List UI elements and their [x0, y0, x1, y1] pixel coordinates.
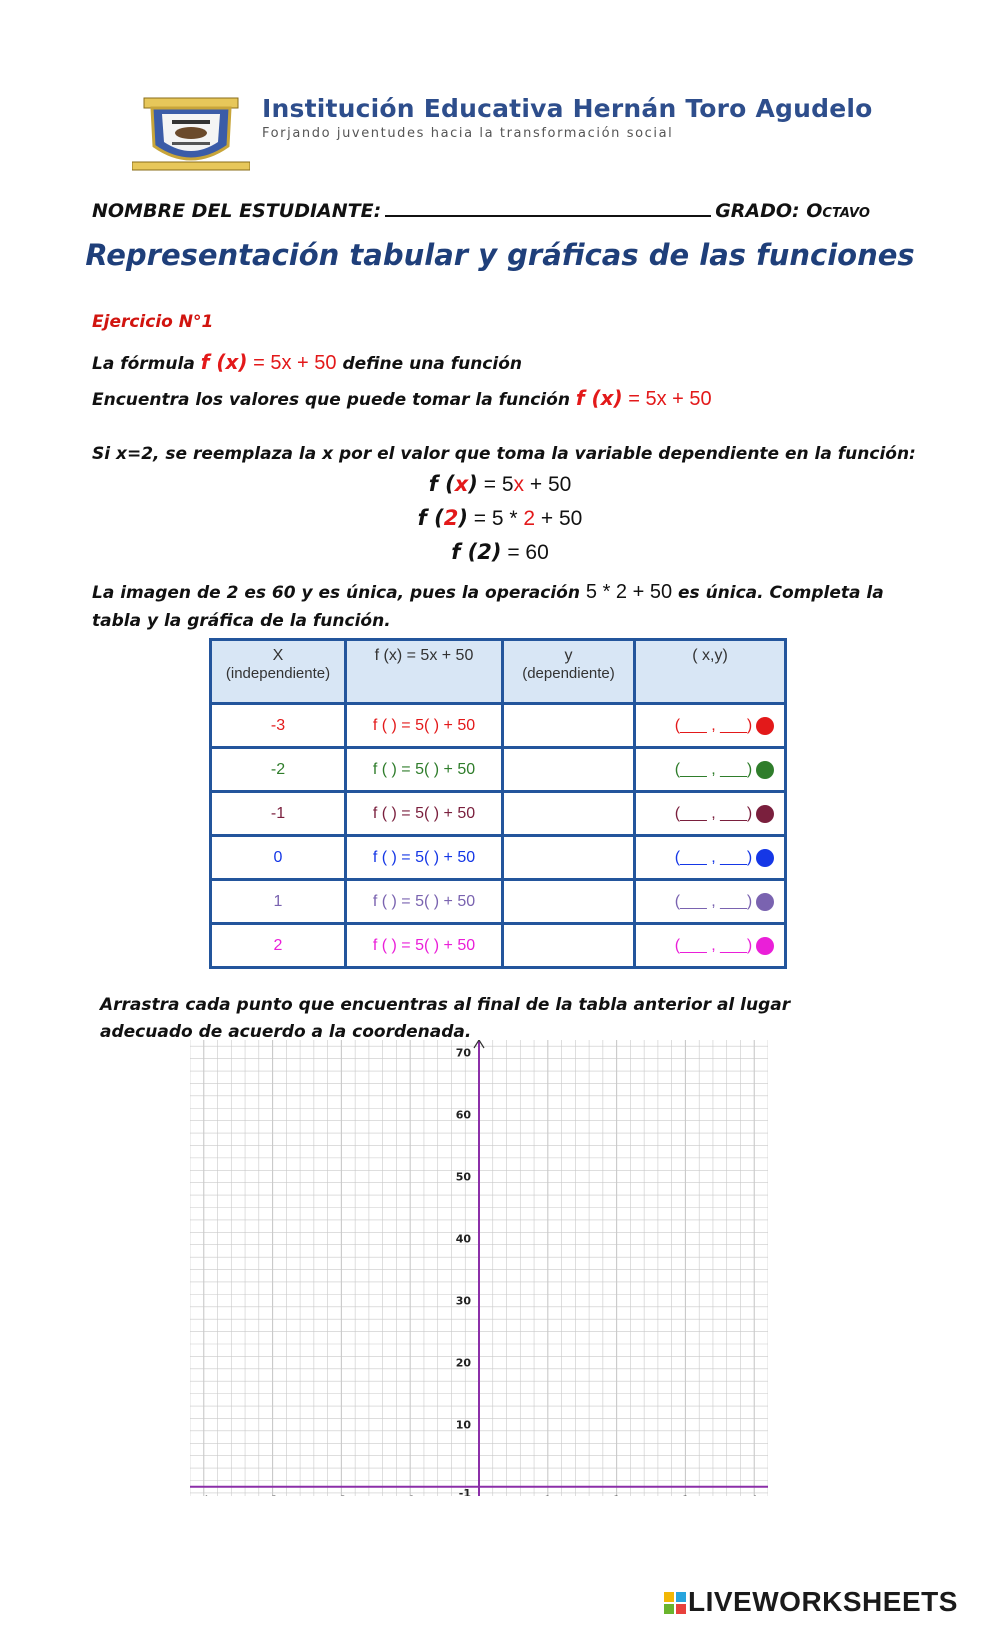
y-tick-label: 10 [455, 1418, 471, 1432]
draggable-point[interactable] [756, 937, 774, 955]
eq1-x: x [454, 472, 469, 496]
eq2-n: 2 [443, 506, 459, 530]
school-crest-logo [132, 96, 250, 174]
equation-substituted [0, 506, 1000, 531]
coordinate-cell[interactable] [635, 792, 786, 836]
brand-footer: LIVEWORKSHEETS [688, 1586, 958, 1617]
x-value-cell: 1 [211, 880, 346, 924]
header-y-label: y [564, 647, 573, 664]
x-tick-label [613, 1495, 619, 1496]
y-answer-cell[interactable] [503, 748, 635, 792]
institution-motto: Forjando juventudes hacia la transformación social [262, 126, 674, 141]
formula-definition-line [92, 350, 522, 375]
formula-cell[interactable]: f ( ) = 5( ) + 50 [346, 924, 503, 968]
formula-cell[interactable]: f ( ) = 5( ) + 50 [346, 792, 503, 836]
draggable-point[interactable] [756, 761, 774, 779]
eq2-f: f ( [417, 506, 444, 530]
y-answer-cell[interactable] [503, 836, 635, 880]
coordinate-blank[interactable]: (___ , ___) [674, 760, 753, 778]
formula-inline [201, 352, 337, 374]
equation-result [0, 540, 1000, 565]
formula-inline-2 [576, 388, 712, 410]
x-tick-label [405, 1495, 415, 1496]
table-row [211, 924, 786, 968]
header-y-sub: (dependiente) [522, 665, 615, 682]
header-fx: f (x) = 5x + 50 [346, 640, 503, 704]
x-tick-label [336, 1495, 346, 1496]
line2-text: Encuentra los valores que puede tomar la función [92, 390, 576, 410]
header-x [211, 640, 346, 704]
x-value-cell: -3 [211, 704, 346, 748]
grade-value: Octavo [806, 200, 870, 222]
eq2-close: ) [458, 506, 468, 530]
header-y [503, 640, 635, 704]
x-value-cell: 0 [211, 836, 346, 880]
eq1-mid: = 5 [477, 473, 514, 496]
coordinate-blank[interactable]: (___ , ___) [674, 716, 753, 734]
coordinate-blank[interactable]: (___ , ___) [674, 848, 753, 866]
formula-fx-2: f (x) [575, 386, 623, 410]
table-row [211, 748, 786, 792]
formula-rest-2: = 5x + 50 [622, 388, 712, 410]
formula-cell[interactable]: f ( ) = 5( ) + 50 [346, 880, 503, 924]
draggable-point[interactable] [756, 717, 774, 735]
y-answer-cell[interactable] [503, 704, 635, 748]
header-x-label: X [272, 647, 284, 664]
x-tick-label [545, 1495, 551, 1496]
coordinate-cell[interactable] [635, 924, 786, 968]
coordinate-cell[interactable] [635, 748, 786, 792]
x-tick-label [751, 1495, 757, 1496]
table-row [211, 704, 786, 748]
y-answer-cell[interactable] [503, 880, 635, 924]
x-value-cell: -1 [211, 792, 346, 836]
equation-general [0, 472, 1000, 497]
grade-label: GRADO: [715, 200, 800, 222]
formula-rest: = 5x + 50 [247, 352, 337, 374]
y-tick-label: 50 [455, 1170, 471, 1184]
line1-post-text: define una función [336, 354, 522, 374]
eq2-n2: 2 [523, 507, 536, 530]
coordinate-blank[interactable]: (___ , ___) [674, 804, 753, 822]
eq2-end: + 50 [535, 507, 583, 530]
draggable-point[interactable] [756, 893, 774, 911]
draggable-point[interactable] [756, 805, 774, 823]
student-name-field[interactable] [385, 201, 711, 217]
y-tick-label: 40 [455, 1232, 471, 1246]
student-info-line [92, 200, 870, 222]
y-answer-cell[interactable] [503, 924, 635, 968]
eq1-x2: x [513, 473, 525, 496]
eq3-f: f (2) [451, 540, 502, 564]
drag-instructions: Arrastra cada punto que encuentras al final de la tabla anterior al lugar adecuado de acuerdo a la coordenada. [100, 995, 791, 1042]
table-row [211, 880, 786, 924]
table-header-row [211, 640, 786, 704]
paragraph-post: es única. Completa la tabla y la gráfica de la función. [92, 583, 884, 631]
header-xy: ( x,y) [635, 640, 786, 704]
paragraph-pre: La imagen de 2 es 60 y es única, pues la operación [92, 583, 586, 603]
student-name-label: NOMBRE DEL ESTUDIANTE: [92, 200, 382, 222]
table-row [211, 836, 786, 880]
values-table [209, 638, 787, 969]
x-tick-label [268, 1495, 278, 1496]
coordinate-cell[interactable] [635, 704, 786, 748]
coordinate-blank[interactable]: (___ , ___) [674, 936, 753, 954]
line1-text: La fórmula [92, 354, 201, 374]
x-value-cell: 2 [211, 924, 346, 968]
eq3-end: = 60 [501, 541, 549, 564]
formula-cell[interactable]: f ( ) = 5( ) + 50 [346, 836, 503, 880]
coordinate-cell[interactable] [635, 880, 786, 924]
y-tick-label: 70 [455, 1046, 471, 1060]
y-tick-label: 60 [455, 1108, 471, 1122]
coordinate-cell[interactable] [635, 836, 786, 880]
eq1-f: f ( [428, 472, 455, 496]
institution-name: Institución Educativa Hernán Toro Agudelo [262, 94, 873, 123]
y-tick-label: 20 [455, 1356, 471, 1370]
find-values-line [92, 386, 712, 411]
x-tick-label [682, 1495, 688, 1496]
y-tick-label: 30 [455, 1294, 471, 1308]
header-x-sub: (independiente) [225, 665, 331, 682]
y-answer-cell[interactable] [503, 792, 635, 836]
x-tick-label [199, 1495, 209, 1496]
coordinate-blank[interactable]: (___ , ___) [674, 892, 753, 910]
table-row [211, 792, 786, 836]
eq2-mid: = 5 * [467, 507, 524, 530]
exercise-label: Ejercicio N°1 [92, 312, 214, 332]
formula-fx: f (x) [200, 350, 248, 374]
coordinate-plane[interactable] [190, 1040, 768, 1496]
page-title: Representación tabular y gráficas de las funciones [85, 238, 915, 272]
eq1-end: + 50 [524, 473, 572, 496]
formula-cell[interactable]: f ( ) = 5( ) + 50 [346, 704, 503, 748]
substitution-instruction: Si x=2, se reemplaza la x por el valor que toma la variable dependiente en la función: [92, 444, 916, 464]
y-tick-label: -1 [458, 1486, 471, 1496]
paragraph-operation: 5 * 2 + 50 [585, 581, 673, 603]
formula-cell[interactable]: f ( ) = 5( ) + 50 [346, 748, 503, 792]
explanation-paragraph [92, 578, 912, 635]
eq1-close: ) [468, 472, 478, 496]
x-value-cell: -2 [211, 748, 346, 792]
draggable-point[interactable] [756, 849, 774, 867]
liveworksheets-logo-icon [664, 1592, 686, 1614]
